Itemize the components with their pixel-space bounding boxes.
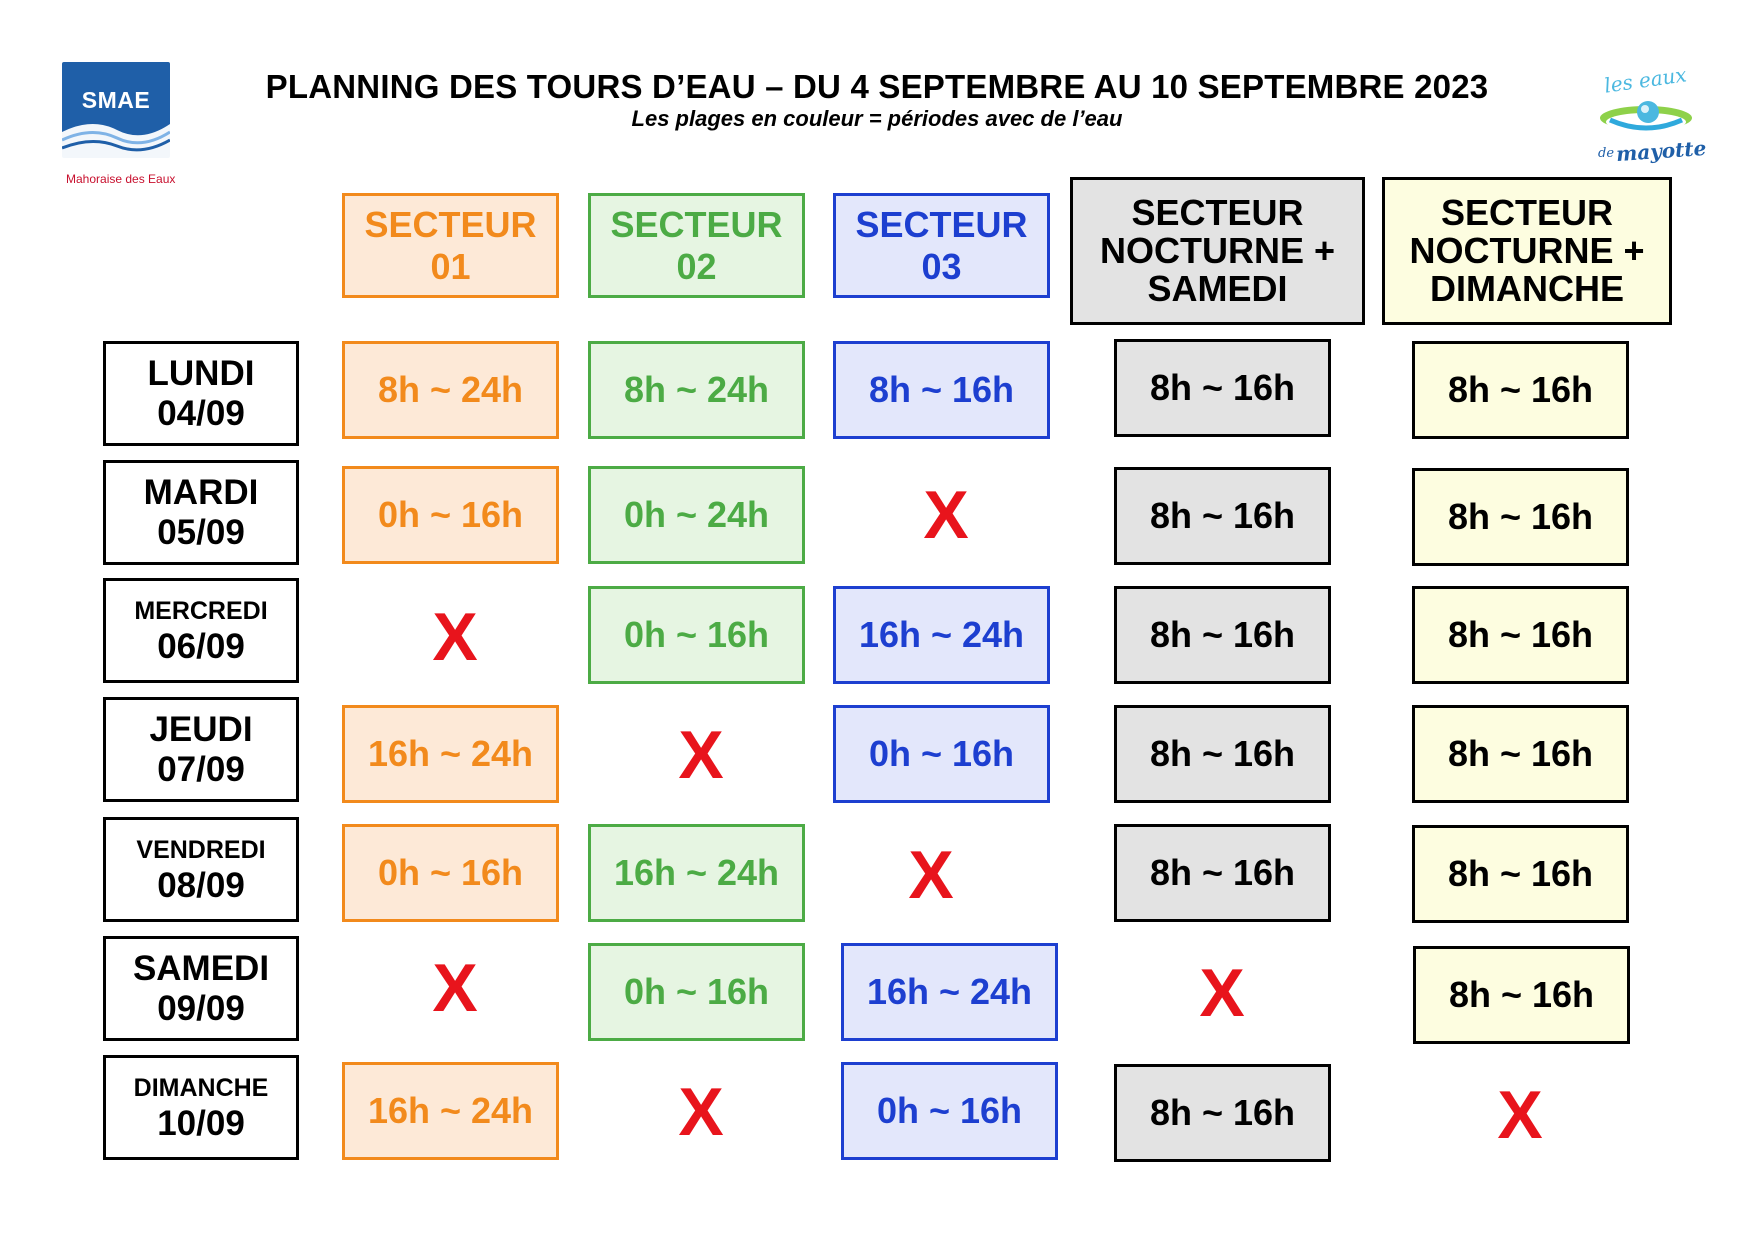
schedule-cell-s5: 8h ~ 16h <box>1412 341 1629 439</box>
schedule-cell-s1: 0h ~ 16h <box>342 824 559 922</box>
mayotte-logo-line3: mayotte <box>1615 135 1708 167</box>
header-secteur-02-line1: SECTEUR <box>610 203 783 245</box>
no-water-mark: X <box>1497 1077 1543 1153</box>
schedule-cell-s2: 16h ~ 24h <box>588 824 805 922</box>
schedule-cell-s4: 8h ~ 16h <box>1114 1064 1331 1162</box>
header-secteur-02-line2: 02 <box>676 245 717 287</box>
header-nocturne-dimanche <box>1382 177 1672 325</box>
schedule-cell-s1: 8h ~ 24h <box>342 341 559 439</box>
day-cell-mardi <box>103 460 299 565</box>
day-name: MERCREDI <box>134 596 268 625</box>
schedule-cell-s2: 0h ~ 24h <box>588 466 805 564</box>
smae-logo-tagline: Mahoraise des Eaux <box>66 172 176 186</box>
day-date: 06/09 <box>157 626 245 666</box>
day-date: 05/09 <box>157 512 245 552</box>
schedule-cell-s2: 8h ~ 24h <box>588 341 805 439</box>
header-secteur-03 <box>833 193 1050 298</box>
schedule-cell-s3: 0h ~ 16h <box>841 1062 1058 1160</box>
header-secteur-03-line2: 03 <box>921 245 962 287</box>
no-water-mark: X <box>678 717 724 793</box>
schedule-cell-s4: 8h ~ 16h <box>1114 467 1331 565</box>
header-nocturne-dimanche-line1: SECTEUR <box>1440 192 1614 233</box>
schedule-cell-s5: 8h ~ 16h <box>1412 705 1629 803</box>
day-name: SAMEDI <box>132 948 270 988</box>
header-secteur-01 <box>342 193 559 298</box>
day-cell-lundi <box>103 341 299 446</box>
schedule-cell-s2: 0h ~ 16h <box>588 943 805 1041</box>
smae-logo-name: SMAE <box>81 87 151 113</box>
schedule-cell-s3: 8h ~ 16h <box>833 341 1050 439</box>
header-secteur-02 <box>588 193 805 298</box>
header-secteur-01-line2: 01 <box>430 245 471 287</box>
header-nocturne-dimanche-line3: DIMANCHE <box>1430 268 1624 309</box>
no-water-mark: X <box>908 837 954 913</box>
day-cell-samedi <box>103 936 299 1041</box>
schedule-cell-s4: 8h ~ 16h <box>1114 705 1331 803</box>
page-subtitle: Les plages en couleur = périodes avec de l’eau <box>631 106 1123 131</box>
day-name: JEUDI <box>149 709 253 749</box>
schedule-cell-s1: 16h ~ 24h <box>342 1062 559 1160</box>
header-secteur-01-line1: SECTEUR <box>364 203 537 245</box>
no-water-mark: X <box>678 1074 724 1150</box>
day-name: DIMANCHE <box>133 1073 269 1102</box>
mayotte-logo-line1: les eaux <box>1602 62 1689 98</box>
schedule-cell-s2: 0h ~ 16h <box>588 586 805 684</box>
schedule-cell-s4: 8h ~ 16h <box>1114 824 1331 922</box>
day-date: 10/09 <box>157 1103 245 1143</box>
day-date: 07/09 <box>157 749 245 789</box>
day-cell-jeudi <box>103 697 299 802</box>
schedule-cell-s3: 16h ~ 24h <box>833 586 1050 684</box>
header-nocturne-dimanche-line2: NOCTURNE + <box>1409 230 1645 271</box>
header-nocturne-samedi-line2: NOCTURNE + <box>1099 230 1336 271</box>
day-name: LUNDI <box>147 353 255 393</box>
page-title: PLANNING DES TOURS D’EAU – DU 4 SEPTEMBRE AU 10 SEPTEMBRE 2023 <box>265 68 1489 105</box>
schedule-cell-s5: 8h ~ 16h <box>1412 825 1629 923</box>
header-nocturne-samedi-line3: SAMEDI <box>1147 268 1288 309</box>
day-name: VENDREDI <box>136 835 266 864</box>
header-nocturne-samedi-line1: SECTEUR <box>1131 192 1304 233</box>
schedule-cell-s1: 0h ~ 16h <box>342 466 559 564</box>
schedule-cell-s4: 8h ~ 16h <box>1114 586 1331 684</box>
schedule-cell-s5: 8h ~ 16h <box>1412 586 1629 684</box>
day-cell-dimanche <box>103 1055 299 1160</box>
header-nocturne-samedi <box>1070 177 1365 325</box>
schedule-cell-s1: 16h ~ 24h <box>342 705 559 803</box>
day-date: 09/09 <box>157 988 245 1028</box>
day-date: 04/09 <box>157 393 245 433</box>
day-cell-mercredi <box>103 578 299 683</box>
header-secteur-03-line1: SECTEUR <box>855 203 1028 245</box>
no-water-mark: X <box>432 950 478 1026</box>
schedule-cell-s5: 8h ~ 16h <box>1412 468 1629 566</box>
schedule-cell-s4: 8h ~ 16h <box>1114 339 1331 437</box>
mayotte-logo-line2: de <box>1598 146 1615 161</box>
no-water-mark: X <box>1199 955 1245 1031</box>
schedule-cell-s3: 16h ~ 24h <box>841 943 1058 1041</box>
no-water-mark: X <box>432 599 478 675</box>
no-water-mark: X <box>923 477 969 553</box>
schedule-cell-s3: 0h ~ 16h <box>833 705 1050 803</box>
schedule-cell-s5: 8h ~ 16h <box>1413 946 1630 1044</box>
day-name: MARDI <box>143 472 259 512</box>
day-cell-vendredi <box>103 817 299 922</box>
day-date: 08/09 <box>157 865 245 905</box>
